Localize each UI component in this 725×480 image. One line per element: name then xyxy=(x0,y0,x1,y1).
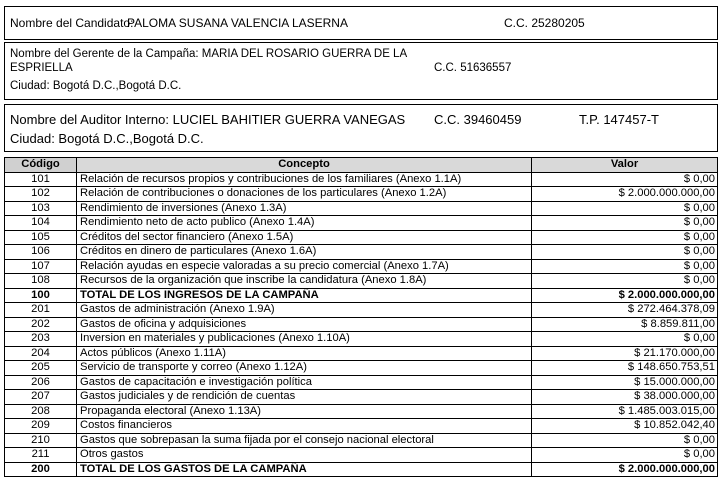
total-row xyxy=(5,462,718,477)
auditor-name: Nombre del Auditor Interno: LUCIEL BAHITIER GUERRA VANEGAS xyxy=(10,112,406,127)
row-code: 101 xyxy=(5,172,77,187)
table-row xyxy=(5,201,718,216)
row-code: 207 xyxy=(5,390,77,405)
table-header-row xyxy=(5,158,718,173)
header-concept: Concepto xyxy=(77,158,532,173)
row-value: $ 0,00 xyxy=(532,433,718,448)
row-value: $ 10.852.042,40 xyxy=(532,419,718,434)
row-concept: Relación de contribuciones o donaciones de los particulares (Anexo 1.2A) xyxy=(77,187,532,202)
table-row xyxy=(5,172,718,187)
row-code: 100 xyxy=(5,288,77,303)
row-code: 210 xyxy=(5,433,77,448)
table-row xyxy=(5,245,718,260)
row-value: $ 0,00 xyxy=(532,201,718,216)
row-value: $ 2.000.000.000,00 xyxy=(532,187,718,202)
row-value: $ 1.485.003.015,00 xyxy=(532,404,718,419)
row-code: 203 xyxy=(5,332,77,347)
row-concept: Gastos que sobrepasan la suma fijada por el consejo nacional electoral xyxy=(77,433,532,448)
row-code: 107 xyxy=(5,259,77,274)
header-value: Valor xyxy=(532,158,718,173)
table-row xyxy=(5,332,718,347)
manager-name-line1: Nombre del Gerente de la Campaña: MARIA DEL ROSARIO GUERRA DE LA xyxy=(10,48,408,60)
financial-table xyxy=(4,157,718,477)
row-code: 209 xyxy=(5,419,77,434)
row-value: $ 21.170.000,00 xyxy=(532,346,718,361)
row-concept: Actos públicos (Anexo 1.11A) xyxy=(77,346,532,361)
row-code: 105 xyxy=(5,230,77,245)
row-value: $ 0,00 xyxy=(532,172,718,187)
table-row xyxy=(5,361,718,376)
row-concept: Otros gastos xyxy=(77,448,532,463)
table-row xyxy=(5,375,718,390)
row-value: $ 0,00 xyxy=(532,332,718,347)
row-value: $ 15.000.000,00 xyxy=(532,375,718,390)
row-concept: Créditos del sector financiero (Anexo 1.5A) xyxy=(77,230,532,245)
row-concept: Créditos en dinero de particulares (Anexo 1.6A) xyxy=(77,245,532,260)
table-row xyxy=(5,274,718,289)
row-code: 103 xyxy=(5,201,77,216)
row-code: 208 xyxy=(5,404,77,419)
row-value: $ 0,00 xyxy=(532,448,718,463)
row-code: 104 xyxy=(5,216,77,231)
row-code: 204 xyxy=(5,346,77,361)
row-code: 108 xyxy=(5,274,77,289)
row-value: $ 8.859.811,00 xyxy=(532,317,718,332)
row-value: $ 0,00 xyxy=(532,274,718,289)
row-concept: TOTAL DE LOS GASTOS DE LA CAMPAÑA xyxy=(77,462,532,477)
row-code: 200 xyxy=(5,462,77,477)
table-row xyxy=(5,390,718,405)
table-row xyxy=(5,404,718,419)
row-concept: Servicio de transporte y correo (Anexo 1.12A) xyxy=(77,361,532,376)
row-concept: Relación de recursos propios y contribuciones de los familiares (Anexo 1.1A) xyxy=(77,172,532,187)
table-row xyxy=(5,230,718,245)
row-concept: Gastos judiciales y de rendición de cuentas xyxy=(77,390,532,405)
row-code: 106 xyxy=(5,245,77,260)
manager-city: Ciudad: Bogotá D.C.,Bogotá D.C. xyxy=(10,80,182,92)
table-row xyxy=(5,187,718,202)
row-concept: Rendimiento de inversiones (Anexo 1.3A) xyxy=(77,201,532,216)
row-concept: Recursos de la organización que inscribe la candidatura (Anexo 1.8A) xyxy=(77,274,532,289)
row-value: $ 0,00 xyxy=(532,259,718,274)
total-row xyxy=(5,288,718,303)
row-value: $ 38.000.000,00 xyxy=(532,390,718,405)
table-row xyxy=(5,346,718,361)
table-row xyxy=(5,216,718,231)
auditor-box xyxy=(4,104,718,152)
row-concept: Propaganda electoral (Anexo 1.13A) xyxy=(77,404,532,419)
row-concept: Relación ayudas en especie valoradas a su precio comercial (Anexo 1.7A) xyxy=(77,259,532,274)
row-code: 206 xyxy=(5,375,77,390)
header-code: Código xyxy=(5,158,77,173)
row-value: $ 2.000.000.000,00 xyxy=(532,462,718,477)
row-code: 205 xyxy=(5,361,77,376)
row-concept: Gastos de oficina y adquisiciones xyxy=(77,317,532,332)
row-concept: Gastos de capacitación e investigación política xyxy=(77,375,532,390)
auditor-tp: T.P. 147457-T xyxy=(579,112,659,127)
manager-box xyxy=(4,42,718,100)
table-row xyxy=(5,317,718,332)
candidate-box xyxy=(4,6,718,40)
row-code: 211 xyxy=(5,448,77,463)
row-value: $ 2.000.000.000,00 xyxy=(532,288,718,303)
candidate-label: Nombre del Candidato: xyxy=(10,16,134,30)
row-code: 102 xyxy=(5,187,77,202)
row-concept: Gastos de administración (Anexo 1.9A) xyxy=(77,303,532,318)
table-row xyxy=(5,303,718,318)
table-row xyxy=(5,433,718,448)
table-row xyxy=(5,259,718,274)
candidate-cc: C.C. 25280205 xyxy=(504,16,585,30)
auditor-cc: C.C. 39460459 xyxy=(434,112,522,127)
row-value: $ 148.650.753,51 xyxy=(532,361,718,376)
row-concept: Costos financieros xyxy=(77,419,532,434)
candidate-name: PALOMA SUSANA VALENCIA LASERNA xyxy=(127,16,348,30)
row-value: $ 0,00 xyxy=(532,245,718,260)
table-row xyxy=(5,419,718,434)
row-concept: Inversion en materiales y publicaciones (Anexo 1.10A) xyxy=(77,332,532,347)
row-code: 202 xyxy=(5,317,77,332)
row-value: $ 272.464.378,09 xyxy=(532,303,718,318)
row-concept: TOTAL DE LOS INGRESOS DE LA CAMPAÑA xyxy=(77,288,532,303)
row-concept: Rendimiento neto de acto publico (Anexo 1.4A) xyxy=(77,216,532,231)
row-value: $ 0,00 xyxy=(532,216,718,231)
manager-cc: C.C. 51636557 xyxy=(434,62,512,74)
manager-name-line2: ESPRIELLA xyxy=(10,62,73,74)
row-code: 201 xyxy=(5,303,77,318)
table-row xyxy=(5,448,718,463)
row-value: $ 0,00 xyxy=(532,230,718,245)
auditor-city: Ciudad: Bogotá D.C.,Bogotá D.C. xyxy=(10,131,204,146)
